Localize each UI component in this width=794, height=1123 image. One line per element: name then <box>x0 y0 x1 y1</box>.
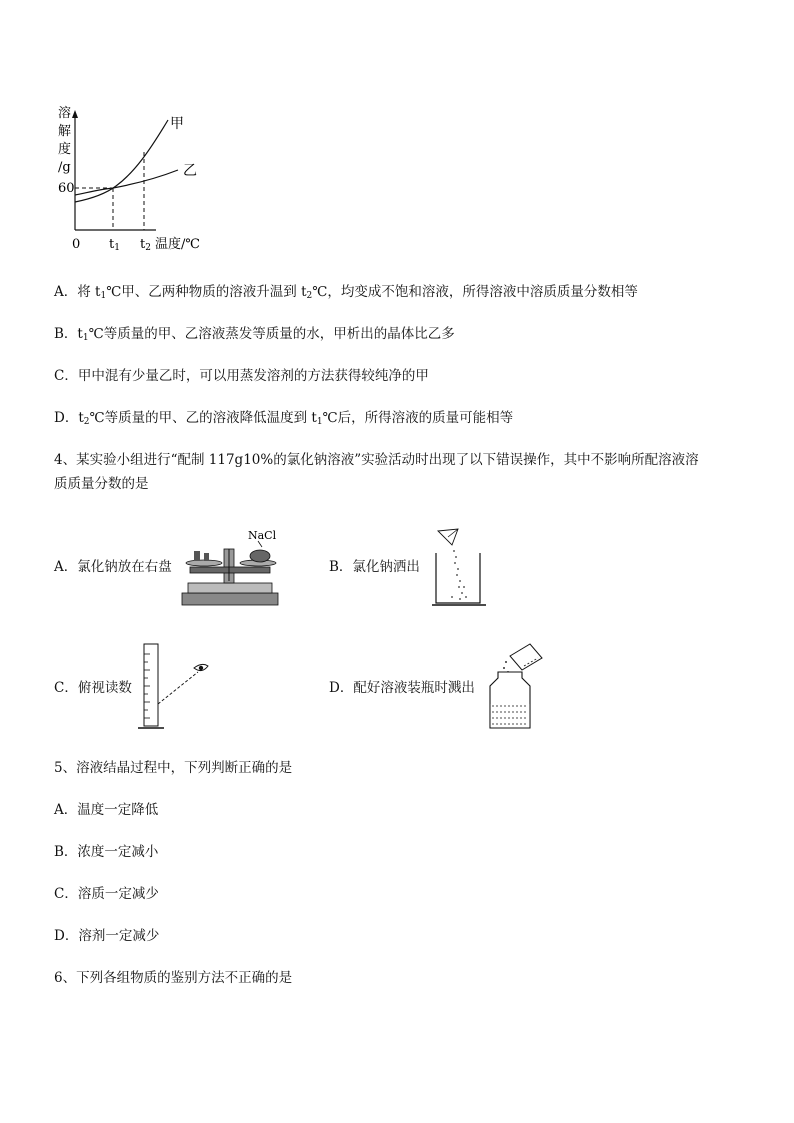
t1-label: t1 <box>109 237 120 253</box>
origin-label: 0 <box>72 237 81 252</box>
q3-option-c: C．甲中混有少量乙时，可以用蒸发溶剂的方法获得较纯净的甲 <box>54 368 429 384</box>
q4-stem-line2: 质质量分数的是 <box>54 476 149 492</box>
balance-base <box>182 593 278 605</box>
q4-option-a: A．氯化钠放在右盘 <box>54 559 172 575</box>
q5-stem: 5、溶液结晶过程中，下列判断正确的是 <box>54 760 293 776</box>
q4-stem-line1: 4、某实验小组进行“配制 117g10%的氯化钠溶液”实验活动时出现了以下错误操作，其中不影响所配溶液溶 <box>54 452 699 468</box>
salt-pile <box>250 550 270 562</box>
y-axis-label-char: 溶 <box>58 106 72 121</box>
x-axis-label: 温度/℃ <box>155 237 200 252</box>
sight-line <box>158 672 198 704</box>
q3-option-b: B．$t_1℃$等质量的甲、乙溶液蒸发等质量的水，甲析出的晶体比乙多 <box>54 326 455 343</box>
balance-illustration <box>180 527 280 609</box>
eye-pupil <box>199 666 203 670</box>
spill-beaker-illustration <box>430 527 490 611</box>
curve-jia-label: 甲 <box>170 116 184 132</box>
beaker-outline <box>436 553 480 603</box>
bottle-illustration <box>484 642 546 732</box>
weight <box>204 553 209 561</box>
y-axis-label-char: /g <box>58 160 71 175</box>
cylinder-illustration <box>138 640 218 732</box>
weight <box>194 551 200 561</box>
y-axis-arrow <box>72 110 78 118</box>
q3-option-d: D．$t_2℃$等质量的甲、乙的溶液降低温度到 $t_1℃$后，所得溶液的质量可能相等 <box>54 410 514 427</box>
y-tick-60: 60 <box>58 181 75 196</box>
pouring-beaker <box>510 644 542 670</box>
t2-label: t2 <box>140 237 151 253</box>
curve-yi-label: 乙 <box>183 163 197 179</box>
q5-option-d: D．溶剂一定减少 <box>54 928 160 944</box>
curve-yi <box>75 170 178 195</box>
y-axis-label-char: 解 <box>58 124 72 139</box>
y-axis-label-char: 度 <box>58 142 72 157</box>
balance-beam <box>190 567 270 573</box>
q4-option-b: B．氯化钠洒出 <box>329 559 420 575</box>
q5-option-b: B．浓度一定减小 <box>54 844 159 860</box>
solubility-graph <box>50 100 220 260</box>
curve-jia <box>75 120 168 202</box>
q3-option-a: A．将 $t_1℃$甲、乙两种物质的溶液升温到 $t_2℃$，均变成不饱和溶液，所得溶液中溶质质量分数相等 <box>54 284 638 301</box>
q4-option-c: C．俯视读数 <box>54 680 132 696</box>
falling-particles <box>451 550 467 600</box>
q5-option-c: C．溶质一定减少 <box>54 886 159 902</box>
q5-option-a: A．温度一定降低 <box>54 802 159 818</box>
q4-option-d: D．配好溶液装瓶时溅出 <box>329 680 475 696</box>
q6-stem: 6、下列各组物质的鉴别方法不正确的是 <box>54 970 293 986</box>
nacl-label: NaCl <box>248 529 277 542</box>
cylinder-body <box>144 644 158 726</box>
balance-base-top <box>188 583 272 593</box>
